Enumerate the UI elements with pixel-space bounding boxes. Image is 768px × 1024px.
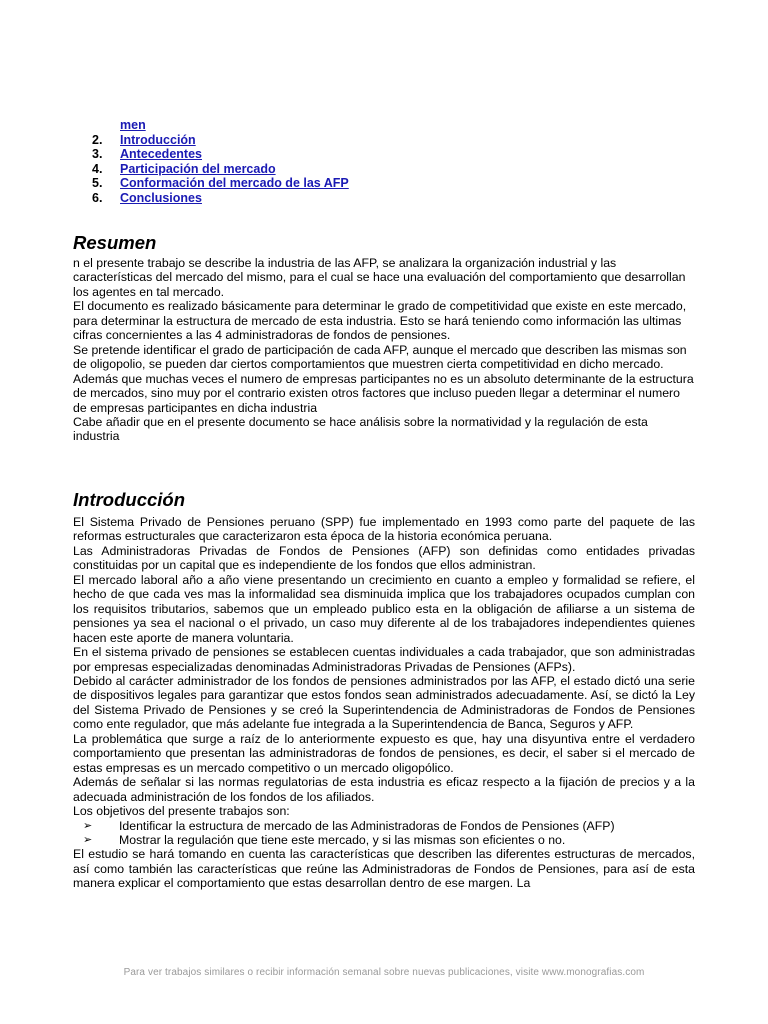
paragraph: El Sistema Privado de Pensiones peruano (SPP) fue implementado en 1993 como parte del paquete de las reformas estructurales que caracterizaron esta época de la historia económica peruana. xyxy=(73,515,695,544)
page-footer: Para ver trabajos similares o recibir información semanal sobre nuevas publicaciones, visite www.monografias.com xyxy=(123,967,645,978)
toc-link-conformacion[interactable]: Conformación del mercado de las AFP xyxy=(120,176,349,190)
table-of-contents xyxy=(92,118,349,205)
toc-link-resumen[interactable]: men xyxy=(120,118,146,132)
paragraph: Se pretende identificar el grado de participación de cada AFP, aunque el mercado que describen las mismas son de oligopolio, se pueden dar ciertos comportamientos que muestren cierta competitividad en dicho mercado. xyxy=(73,342,687,372)
paragraph: La problemática que surge a raíz de lo anteriormente expuesto es que, hay una disyuntiva entre el verdadero comportamiento que presentan las administradoras de fondos de pensiones, es decir, el saber si el mercado de estas empresas es un mercado competitivo o un mercado oligopólico. xyxy=(73,731,695,775)
toc-item-resumen[interactable] xyxy=(92,118,349,133)
toc-link-conclusiones[interactable]: Conclusiones xyxy=(120,190,202,205)
list-item xyxy=(73,833,695,847)
paragraph: El estudio se hará tomando en cuenta las características que describen las diferentes estructuras de mercados, así como también las características que reúne las Administradoras de Fondos de Pensiones, para así de esta manera explicar el comportamiento que estas desarrollan dentro de ese margen. La xyxy=(73,847,695,891)
toc-item-antecedentes[interactable] xyxy=(92,147,349,162)
toc-item-conclusiones[interactable] xyxy=(92,191,349,206)
toc-link-participacion[interactable]: Participación del mercado xyxy=(120,161,276,176)
paragraph: Los objetivos del presente trabajos son: xyxy=(73,804,290,819)
list-item-text: Identificar la estructura de mercado de las Administradoras de Fondos de Pensiones (AFP) xyxy=(119,818,615,833)
list-item xyxy=(73,819,695,833)
toc-item-introduccion[interactable] xyxy=(92,133,349,148)
toc-link-antecedentes[interactable]: Antecedentes xyxy=(120,147,202,161)
toc-number: 5. xyxy=(92,176,103,190)
paragraph: El documento es realizado básicamente para determinar le grado de competitividad que existe en este mercado, para determinar la estructura de mercado de esta industria. Esto se hará teniendo como información las ultimas cifras concernientes a las 4 administradoras de fondos de pensiones. xyxy=(73,299,687,343)
toc-link-introduccion[interactable]: Introducción xyxy=(120,132,196,147)
toc-number: 4. xyxy=(92,161,103,176)
paragraph: Debido al carácter administrador de los fondos de pensiones administrados por las AFP, el estado dictó una serie de dispositivos legales para garantizar que estos fondos sean administrados adecuadamente. Así, se dictó la Ley del Sistema Privado de Pensiones y se creó la Superintendencia de Administradoras de Fondos de Pensiones como ente regulador, que más adelante fue integrada a la Superintendencia de Banca, Seguros y AFP. xyxy=(73,673,695,732)
paragraph: n el presente trabajo se describe la industria de las AFP, se analizara la organización industrial y las características del mercado del mismo, para el cual se hace una evaluación del comportamiento que desarrollan los agentes en tal mercado. xyxy=(73,256,686,299)
toc-number: 2. xyxy=(92,132,103,147)
toc-item-conformacion[interactable] xyxy=(92,176,349,191)
objectives-list xyxy=(73,819,695,848)
paragraph: Además que muchas veces el numero de empresas participantes no es un absoluto determinante de la estructura de mercados, sino muy por el contrario existen otros factores que incluso pueden llegar a determinar el numero de empresas participantes en dicha industria xyxy=(73,371,694,415)
paragraph: Las Administradoras Privadas de Fondos de Pensiones (AFP) son definidas como entidades privadas constituidas por un capital que es independiente de los fondos que ellos administran. xyxy=(73,543,695,573)
arrow-bullet-icon: ➢ xyxy=(83,833,93,846)
section-heading-resumen: Resumen xyxy=(73,232,157,253)
paragraph: Además de señalar si las normas regulatorias de esta industria es eficaz respecto a la fijación de precios y a la adecuada administración de los fondos de los afiliados. xyxy=(73,775,695,804)
toc-number: 6. xyxy=(92,190,103,205)
section-heading-introduccion: Introducción xyxy=(73,489,186,510)
introduccion-body xyxy=(73,515,695,891)
paragraph: En el sistema privado de pensiones se establecen cuentas individuales a cada trabajador, que son administradas por empresas especializadas denominadas Administradoras Privadas de Pensiones (AFPs). xyxy=(73,645,695,674)
paragraph: Cabe añadir que en el presente documento se hace análisis sobre la normatividad y la regulación de esta industria xyxy=(73,414,648,444)
paragraph: El mercado laboral año a año viene presentando un crecimiento en cuanto a empleo y formalidad se refiere, el hecho de que cada ves mas la informalidad sea disminuida implica que los trabajadores ocupados cumplan con los requisitos tributarios, sabemos que un empleado publico esta en la obligación de afiliarse a un sistema de pensiones ya sea el nacional o el privado, un caso muy diferente al de los trabajadores independientes quienes hacen este aporte de manera voluntaria. xyxy=(73,572,695,645)
resumen-body xyxy=(73,256,695,444)
arrow-bullet-icon: ➢ xyxy=(83,819,93,832)
list-item-text: Mostrar la regulación que tiene este mercado, y si las mismas son eficientes o no. xyxy=(119,832,566,847)
toc-number: 3. xyxy=(92,147,103,161)
toc-item-participacion[interactable] xyxy=(92,162,349,177)
